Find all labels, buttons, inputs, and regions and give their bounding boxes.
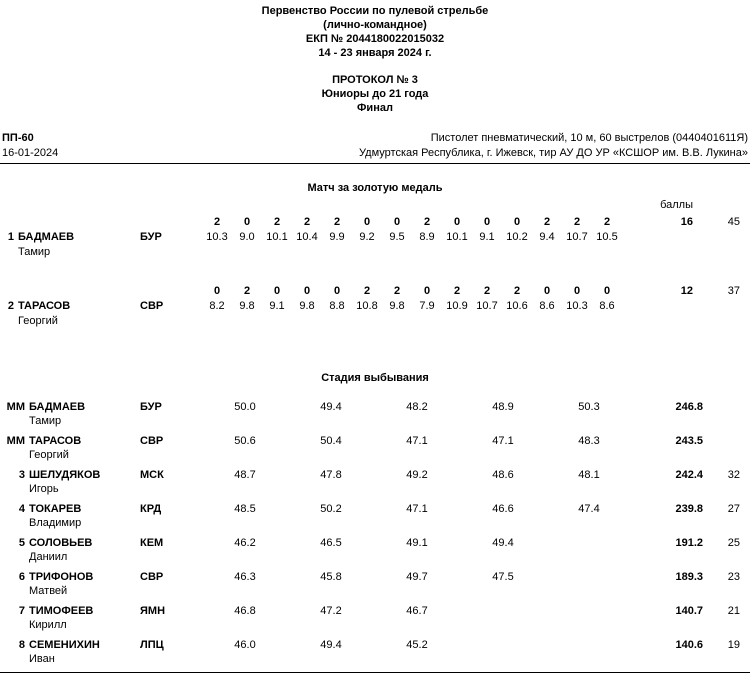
series-score-cell: 48.1 — [578, 469, 600, 481]
elimination-row — [0, 400, 750, 428]
venue-description: Удмуртская Республика, г. Ижевск, тир АУ ДО УР «КСШОР им. В.В. Лукина» — [359, 147, 748, 159]
shot-point-cell: 2 — [453, 285, 461, 297]
match-athlete-block — [0, 214, 750, 259]
series-score-cell: 49.1 — [406, 537, 428, 549]
athlete-rank: 8 — [18, 639, 25, 651]
shot-point-cell: 0 — [303, 285, 311, 297]
series-score-cell: 46.5 — [320, 537, 342, 549]
event-code: ПП-60 — [2, 132, 34, 144]
shot-score-cell: 10.8 — [356, 300, 378, 312]
shot-score-cell: 8.2 — [209, 300, 225, 312]
series-score-cell: 47.1 — [406, 503, 428, 515]
athlete-firstname: Даниил — [29, 551, 68, 563]
shot-point-cell: 2 — [243, 285, 251, 297]
shot-point-cell: 0 — [423, 285, 431, 297]
series-score-cell — [546, 604, 632, 619]
series-list — [202, 570, 632, 585]
shot-score-cell: 8.6 — [599, 300, 615, 312]
rating-points — [703, 434, 745, 449]
athlete-club: ЛПЦ — [140, 639, 164, 651]
bottom-rule — [0, 672, 750, 673]
series-score-cell — [546, 536, 632, 551]
series-score-cell: 47.8 — [320, 469, 342, 481]
ekp-number: ЕКП № 2044180022015032 — [305, 33, 445, 45]
shot-point-cell: 0 — [213, 285, 221, 297]
series-score-cell: 49.4 — [492, 537, 514, 549]
athlete-rank: 6 — [18, 571, 25, 583]
athlete-rank: ММ — [6, 435, 25, 447]
athlete-surname: СОЛОВЬЕВ — [29, 537, 93, 549]
total-score: 239.8 — [675, 503, 703, 515]
shot-score-cell: 10.9 — [446, 300, 468, 312]
rating-points: 27 — [727, 503, 740, 515]
match-score-row — [0, 299, 750, 314]
elimination-row — [0, 502, 750, 530]
elimination-row — [0, 434, 750, 462]
age-category: Юниоры до 21 года — [321, 88, 429, 100]
shot-score-cell: 9.4 — [539, 231, 555, 243]
athlete-rank: ММ — [6, 401, 25, 413]
series-list — [202, 502, 632, 517]
athlete-rank: 5 — [18, 537, 25, 549]
total-score: 242.4 — [675, 469, 703, 481]
series-list — [202, 638, 632, 653]
series-list — [202, 468, 632, 483]
shot-point-cell: 0 — [333, 285, 341, 297]
shot-point-cell: 0 — [543, 285, 551, 297]
series-list — [202, 400, 632, 415]
shot-score-cell: 10.3 — [206, 231, 228, 243]
athlete-club: СВР — [140, 300, 164, 312]
series-score-cell — [460, 604, 546, 619]
series-score-cell: 47.1 — [492, 435, 514, 447]
shot-score-cell: 9.1 — [269, 300, 285, 312]
discipline-description: Пистолет пневматический, 10 м, 60 выстрелов (0440401611Я) — [430, 132, 748, 144]
shot-score-cell: 10.1 — [446, 231, 468, 243]
series-list — [202, 536, 632, 551]
shot-score-cell: 10.7 — [566, 231, 588, 243]
rating-points: 37 — [727, 285, 740, 297]
shot-point-cell: 2 — [303, 216, 311, 228]
series-score-cell: 48.6 — [492, 469, 514, 481]
shot-score-cell: 10.3 — [566, 300, 588, 312]
athlete-surname: ШЕЛУДЯКОВ — [29, 469, 101, 481]
elimination-row — [0, 570, 750, 598]
shot-point-cell: 2 — [393, 285, 401, 297]
series-score-cell: 48.7 — [234, 469, 256, 481]
points-header-row — [0, 199, 750, 212]
athlete-club: СВР — [140, 571, 164, 583]
match-points-total: 12 — [680, 285, 693, 297]
stage-label: Финал — [357, 102, 393, 114]
shot-point-cell: 0 — [393, 216, 401, 228]
match-score-row — [0, 230, 750, 245]
athlete-firstname: Владимир — [29, 517, 82, 529]
elimination-row — [0, 604, 750, 632]
shot-score-cell: 9.0 — [239, 231, 255, 243]
shot-point-cell: 0 — [573, 285, 581, 297]
athlete-rank: 4 — [18, 503, 25, 515]
shot-point-cell: 0 — [453, 216, 461, 228]
series-score-cell: 47.2 — [320, 605, 342, 617]
shot-point-cell: 0 — [243, 216, 251, 228]
shot-score-cell: 10.5 — [596, 231, 618, 243]
total-score: 140.6 — [675, 639, 703, 651]
elimination-row — [0, 638, 750, 666]
athlete-firstname: Игорь — [29, 483, 59, 495]
shot-points-list — [202, 283, 622, 299]
gold-match-title: Матч за золотую медаль — [307, 182, 443, 194]
athlete-firstname: Георгий — [18, 315, 58, 327]
athlete-club: МСК — [140, 469, 164, 481]
athlete-surname: ТОКАРЕВ — [29, 503, 82, 515]
shot-point-cell: 0 — [483, 216, 491, 228]
document-header — [0, 4, 750, 115]
series-score-cell: 46.2 — [234, 537, 256, 549]
shot-point-cell: 2 — [573, 216, 581, 228]
rating-points — [703, 400, 745, 415]
series-score-cell: 49.4 — [320, 401, 342, 413]
competition-title: Первенство России по пулевой стрельбе — [261, 5, 489, 17]
athlete-club: КЕМ — [140, 537, 164, 549]
series-score-cell: 50.4 — [320, 435, 342, 447]
total-score: 246.8 — [675, 401, 703, 413]
rating-points: 32 — [727, 469, 740, 481]
athlete-rank: 1 — [7, 231, 14, 243]
shot-score-cell: 9.9 — [329, 231, 345, 243]
shot-point-cell: 2 — [543, 216, 551, 228]
athlete-club: БУР — [140, 231, 162, 243]
shot-point-cell: 0 — [603, 285, 611, 297]
elimination-row — [0, 468, 750, 496]
series-score-cell: 46.6 — [492, 503, 514, 515]
athlete-rank: 7 — [18, 605, 25, 617]
shot-point-cell: 2 — [483, 285, 491, 297]
athlete-firstname: Матвей — [29, 585, 68, 597]
series-score-cell: 46.7 — [406, 605, 428, 617]
match-firstname-row — [0, 314, 750, 328]
total-score: 243.5 — [675, 435, 703, 447]
shot-scores-list — [202, 230, 622, 245]
event-info — [0, 131, 750, 164]
shot-score-cell: 10.2 — [506, 231, 528, 243]
series-score-cell: 50.6 — [234, 435, 256, 447]
athlete-firstname: Тамир — [18, 246, 51, 258]
athlete-firstname: Иван — [29, 653, 55, 665]
shot-score-cell: 9.8 — [389, 300, 405, 312]
points-column-header: баллы — [660, 199, 693, 211]
protocol-number: ПРОТОКОЛ № 3 — [332, 74, 418, 86]
rating-points: 45 — [727, 216, 740, 228]
rating-points: 23 — [727, 571, 740, 583]
shot-score-cell: 10.6 — [506, 300, 528, 312]
series-score-cell: 46.0 — [234, 639, 256, 651]
athlete-surname: БАДМАЕВ — [18, 231, 75, 243]
series-score-cell — [546, 638, 632, 653]
athlete-club: КРД — [140, 503, 162, 515]
shot-point-cell: 0 — [513, 216, 521, 228]
shot-point-cell: 2 — [333, 216, 341, 228]
match-athlete-block — [0, 283, 750, 328]
shot-score-cell: 8.6 — [539, 300, 555, 312]
shot-score-cell: 10.4 — [296, 231, 318, 243]
athlete-surname: ТРИФОНОВ — [29, 571, 94, 583]
shot-score-cell: 8.9 — [419, 231, 435, 243]
match-points-row — [0, 214, 750, 230]
elimination-title: Стадия выбывания — [321, 372, 429, 384]
series-score-cell: 50.0 — [234, 401, 256, 413]
elimination-table — [0, 400, 750, 666]
series-list — [202, 604, 632, 619]
event-date: 16-01-2024 — [2, 147, 59, 159]
competition-dates: 14 - 23 января 2024 г. — [318, 47, 432, 59]
competition-subtitle: (лично-командное) — [323, 19, 427, 31]
match-points-row — [0, 283, 750, 299]
shot-point-cell: 0 — [273, 285, 281, 297]
shot-point-cell: 2 — [603, 216, 611, 228]
athlete-surname: ТАРАСОВ — [18, 300, 71, 312]
total-score: 189.3 — [675, 571, 703, 583]
shot-score-cell: 10.7 — [476, 300, 498, 312]
series-score-cell: 49.2 — [406, 469, 428, 481]
series-score-cell: 49.4 — [320, 639, 342, 651]
series-score-cell: 47.1 — [406, 435, 428, 447]
shot-score-cell: 10.1 — [266, 231, 288, 243]
athlete-surname: ТАРАСОВ — [29, 435, 82, 447]
shot-scores-list — [202, 299, 622, 314]
shot-point-cell: 2 — [363, 285, 371, 297]
shot-point-cell: 2 — [213, 216, 221, 228]
elimination-row — [0, 536, 750, 564]
shot-point-cell: 2 — [273, 216, 281, 228]
shot-score-cell: 9.2 — [359, 231, 375, 243]
series-score-cell: 48.2 — [406, 401, 428, 413]
series-score-cell: 49.7 — [406, 571, 428, 583]
athlete-surname: ТИМОФЕЕВ — [29, 605, 94, 617]
athlete-rank: 3 — [18, 469, 25, 481]
athlete-club: БУР — [140, 401, 162, 413]
shot-score-cell: 9.5 — [389, 231, 405, 243]
match-points-total: 16 — [680, 216, 693, 228]
athlete-surname: СЕМЕНИХИН — [29, 639, 100, 651]
series-score-cell: 50.2 — [320, 503, 342, 515]
series-score-cell: 50.3 — [578, 401, 600, 413]
series-score-cell: 46.3 — [234, 571, 256, 583]
series-list — [202, 434, 632, 449]
athlete-club: ЯМН — [140, 605, 166, 617]
series-score-cell: 45.2 — [406, 639, 428, 651]
series-score-cell: 47.4 — [578, 503, 600, 515]
shot-score-cell: 7.9 — [419, 300, 435, 312]
total-score: 191.2 — [675, 537, 703, 549]
athlete-rank: 2 — [7, 300, 14, 312]
athlete-club: СВР — [140, 435, 164, 447]
athlete-firstname: Тамир — [29, 415, 62, 427]
series-score-cell: 46.8 — [234, 605, 256, 617]
shot-score-cell: 9.8 — [299, 300, 315, 312]
athlete-firstname: Кирилл — [29, 619, 67, 631]
series-score-cell: 45.8 — [320, 571, 342, 583]
shot-score-cell: 9.1 — [479, 231, 495, 243]
series-score-cell — [546, 570, 632, 585]
series-score-cell: 48.3 — [578, 435, 600, 447]
series-score-cell — [460, 638, 546, 653]
shot-score-cell: 8.8 — [329, 300, 345, 312]
series-score-cell: 48.5 — [234, 503, 256, 515]
shot-point-cell: 2 — [423, 216, 431, 228]
rating-points: 21 — [727, 605, 740, 617]
series-score-cell: 48.9 — [492, 401, 514, 413]
shot-points-list — [202, 214, 622, 230]
rating-points: 25 — [727, 537, 740, 549]
shot-point-cell: 0 — [363, 216, 371, 228]
match-firstname-row — [0, 245, 750, 259]
total-score: 140.7 — [675, 605, 703, 617]
series-score-cell: 47.5 — [492, 571, 514, 583]
rating-points: 19 — [727, 639, 740, 651]
shot-point-cell: 2 — [513, 285, 521, 297]
athlete-firstname: Георгий — [29, 449, 69, 461]
shot-score-cell: 9.8 — [239, 300, 255, 312]
athlete-surname: БАДМАЕВ — [29, 401, 86, 413]
